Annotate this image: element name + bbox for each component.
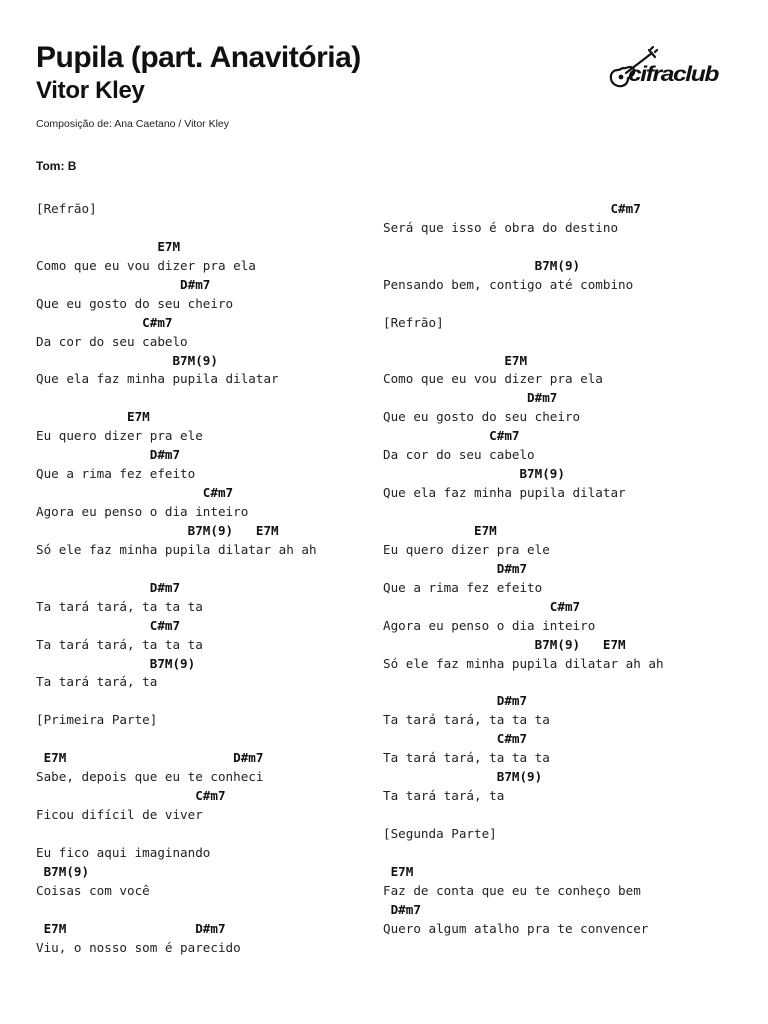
- lyric-line: Agora eu penso o dia inteiro: [36, 504, 249, 519]
- lyric-line: Que eu gosto do seu cheiro: [383, 409, 581, 425]
- chord-line: D#m7: [36, 447, 181, 463]
- blank-line: [383, 238, 664, 257]
- lyric-line: Da cor do seu cabelo: [383, 447, 535, 463]
- lyric-line: Eu quero dizer pra ele: [383, 541, 550, 557]
- blank-line: [36, 825, 317, 844]
- chord-line: C#m7: [36, 788, 226, 804]
- lyric-line: Pensando bem, contigo até combino: [383, 276, 634, 292]
- chord-line: C#m7: [36, 485, 234, 501]
- blank-line: [36, 901, 317, 920]
- chord-line: C#m7: [383, 428, 520, 444]
- lyric-line: Viu, o nosso som é parecido: [36, 939, 241, 955]
- lyric-line: Que ela faz minha pupila dilatar: [36, 371, 279, 387]
- lyric-line: Que eu gosto do seu cheiro: [36, 295, 234, 311]
- lyric-line: Que a rima fez efeito: [383, 579, 543, 595]
- lyric-line: Que ela faz minha pupila dilatar: [383, 485, 626, 501]
- lyric-line: Só ele faz minha pupila dilatar ah ah: [36, 541, 317, 557]
- chord-line: D#m7: [383, 560, 528, 576]
- lyric-line: Que a rima fez efeito: [36, 466, 196, 482]
- blank-line: [383, 333, 664, 352]
- chord-line: B7M(9): [36, 655, 196, 671]
- chord-line: B7M(9): [383, 466, 565, 482]
- lyric-line: Faz de conta que eu te conheço bem: [383, 882, 641, 898]
- lyric-line: Sabe, depois que eu te conheci: [36, 769, 264, 785]
- chord-line: D#m7: [383, 901, 421, 917]
- lyric-line: Quero algum atalho pra te convencer: [383, 920, 649, 936]
- chord-line: B7M(9): [383, 769, 543, 785]
- chord-line: E7M: [36, 409, 150, 425]
- lyric-line: [Refrão]: [36, 201, 97, 216]
- song-key: Tom: B: [36, 159, 77, 173]
- chord-line: D#m7: [383, 390, 558, 406]
- blank-line: [36, 219, 317, 238]
- blank-line: [383, 295, 664, 314]
- chord-line: D#m7: [383, 693, 528, 709]
- chord-line: E7M: [36, 238, 181, 254]
- lyric-line: [Segunda Parte]: [383, 825, 497, 841]
- chord-line: C#m7: [383, 201, 641, 216]
- chord-line: C#m7: [36, 617, 181, 633]
- blank-line: [36, 560, 317, 579]
- lyric-line: Ta tará tará, ta ta ta: [36, 636, 203, 652]
- artist-name: Vitor Kley: [36, 77, 145, 104]
- lyric-line: Ficou difícil de viver: [36, 807, 203, 822]
- lyric-line: [Primeira Parte]: [36, 712, 158, 728]
- lyric-line: Ta tará tará, ta: [383, 788, 505, 804]
- composition-credit: Composição de: Ana Caetano / Vitor Kley: [36, 118, 230, 130]
- blank-line: [383, 844, 664, 863]
- lyric-line: Eu quero dizer pra ele: [36, 428, 203, 444]
- chord-line: E7M D#m7: [36, 750, 264, 766]
- chord-line: E7M D#m7: [36, 920, 226, 936]
- lyric-line: Como que eu vou dizer pra ela: [383, 371, 603, 387]
- chord-line: E7M: [383, 863, 414, 879]
- chord-line: E7M: [383, 352, 528, 368]
- lyric-line: Coisas com você: [36, 882, 150, 898]
- lyric-line: Eu fico aqui imaginando: [36, 844, 211, 860]
- lyric-line: Só ele faz minha pupila dilatar ah ah: [383, 655, 664, 671]
- blank-line: [36, 730, 317, 749]
- logo-text: cifraclub: [628, 63, 720, 86]
- lyric-line: Ta tará tará, ta ta ta: [36, 598, 203, 614]
- chord-line: B7M(9) E7M: [36, 522, 279, 538]
- lyric-line: Ta tará tará, ta ta ta: [383, 750, 550, 766]
- lyric-line: Agora eu penso o dia inteiro: [383, 617, 596, 633]
- chord-line: B7M(9): [383, 257, 581, 273]
- blank-line: [383, 806, 664, 825]
- lyric-line: Como que eu vou dizer pra ela: [36, 257, 256, 273]
- chord-line: C#m7: [383, 598, 581, 614]
- chord-line: C#m7: [383, 731, 528, 747]
- chord-line: E7M: [383, 522, 497, 538]
- chord-line: B7M(9) E7M: [383, 636, 626, 652]
- chord-line: C#m7: [36, 314, 173, 330]
- lyric-line: Da cor do seu cabelo: [36, 333, 188, 349]
- chord-sheet-column-left: [36, 200, 317, 958]
- blank-line: [383, 503, 664, 522]
- lyric-line: Ta tará tará, ta: [36, 674, 158, 690]
- lyric-line: [Refrão]: [383, 314, 444, 330]
- lyric-line: Ta tará tará, ta ta ta: [383, 712, 550, 728]
- chord-sheet-column-right: [383, 200, 664, 939]
- blank-line: [383, 673, 664, 692]
- blank-line: [36, 389, 317, 408]
- blank-line: [36, 692, 317, 711]
- chord-line: D#m7: [36, 276, 211, 292]
- chord-line: D#m7: [36, 579, 181, 595]
- cifraclub-logo[interactable]: [606, 46, 724, 94]
- lyric-line: Será que isso é obra do destino: [383, 219, 619, 235]
- song-title: Pupila (part. Anavitória): [36, 41, 361, 74]
- chord-line: B7M(9): [36, 352, 218, 368]
- chord-line: B7M(9): [36, 863, 90, 879]
